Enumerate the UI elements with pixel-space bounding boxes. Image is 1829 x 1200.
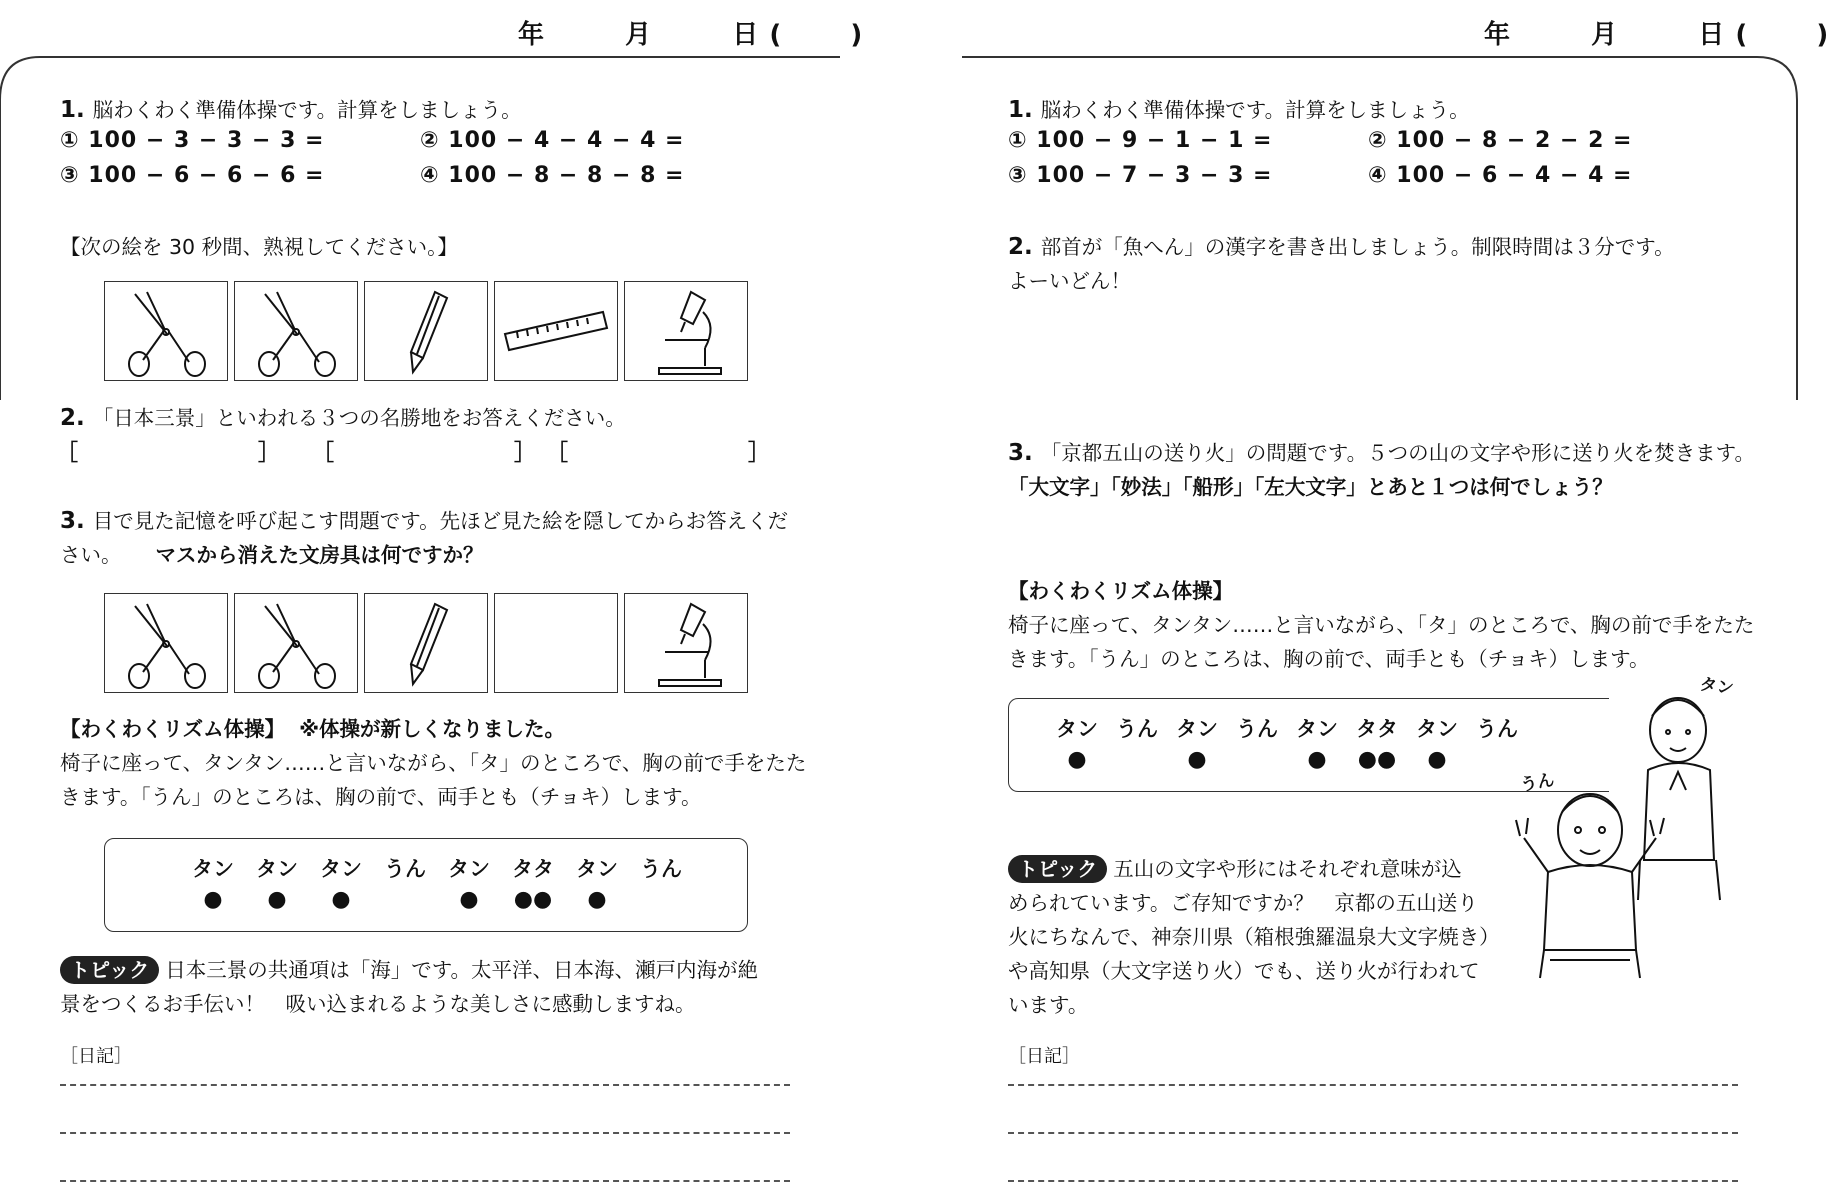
speech-label-un: うん — [1518, 770, 1556, 796]
answer-bracket-open: ［ — [56, 441, 79, 466]
question-number: 1. — [1008, 97, 1033, 123]
clap-dot: ● — [1187, 747, 1207, 772]
left-q3-line2 — [60, 538, 484, 572]
diary-line — [60, 1132, 790, 1134]
picture-box — [624, 593, 748, 693]
left-topic — [60, 953, 758, 987]
clap-dot: ● — [267, 887, 287, 912]
rhythm-beat: タン — [576, 857, 618, 881]
diary-line — [1008, 1132, 1738, 1134]
rhythm-beat: うん — [1116, 717, 1158, 741]
ruler-icon — [495, 282, 617, 380]
question-text: 「京都五山の送り火」の問題です。５つの山の文字や形に送り火を焚きます。 — [1040, 441, 1755, 465]
topic-text: います。 — [1008, 993, 1089, 1017]
right-q1-heading — [1008, 93, 1470, 127]
right-q2-heading — [1008, 230, 1675, 264]
question-text-bold: 「大文字」「妙法」「船形」「左大文字」とあと１つは何でしょう？ — [1008, 475, 1613, 499]
date-month-label: 月 — [625, 20, 653, 50]
rhythm-beat: タン — [1416, 717, 1458, 741]
rhythm-beat: タタ — [1356, 717, 1398, 741]
section-title: 【わくわくリズム体操】 — [60, 717, 286, 741]
right-date-header — [1484, 14, 1829, 51]
date-close-paren: ) — [850, 20, 864, 50]
rhythm-beat: タン — [1176, 717, 1218, 741]
left-q1-heading — [60, 93, 522, 127]
microscope-icon — [625, 282, 747, 380]
picture-box — [234, 593, 358, 693]
picture-box — [624, 281, 748, 381]
answer-bracket-close: ］ — [258, 441, 281, 466]
clap-dot: ● — [1427, 747, 1447, 772]
question-text: よーいどん！ — [1008, 269, 1131, 293]
clap-dot: ● — [1067, 747, 1087, 772]
left-date-header — [518, 14, 863, 51]
question-number: 1. — [60, 97, 85, 123]
scissors-icon — [235, 594, 357, 692]
scissors-icon — [105, 594, 227, 692]
calc-item: ③ 100 − 7 − 3 − 3 = — [1008, 163, 1273, 188]
speech-label-tan: タン — [1698, 674, 1735, 700]
calc-item: ④ 100 − 6 − 4 − 4 = — [1368, 163, 1633, 188]
scissors-icon — [105, 282, 227, 380]
left-q2-heading — [60, 401, 626, 435]
picture-box — [104, 281, 228, 381]
question-text: 「日本三景」といわれる３つの名勝地をお答えください。 — [92, 406, 626, 430]
diary-label: ［日記］ — [1008, 1046, 1080, 1067]
section-note: ※体操が新しくなりました。 — [299, 717, 566, 741]
picture-box — [104, 593, 228, 693]
rhythm-description: 椅子に座って、タンタン……と言いながら、「タ」のところで、胸の前で手をたた — [60, 751, 807, 775]
rhythm-description: 椅子に座って、タンタン……と言いながら、「タ」のところで、胸の前で手をたた — [1008, 613, 1755, 637]
date-month-label: 月 — [1591, 20, 1619, 50]
question-number: 3. — [60, 508, 85, 534]
rhythm-beat: タタ — [512, 857, 554, 881]
picture-box — [364, 281, 488, 381]
rhythm-beat: タン — [192, 857, 234, 881]
question-text: 目で見た記憶を呼び起こす問題です。先ほど見た絵を隠してからお答えくだ — [92, 509, 789, 533]
date-day-label: 日 — [1698, 20, 1726, 50]
date-open-paren: ( — [1735, 20, 1749, 50]
seated-people-illustration — [1510, 660, 1750, 980]
question-number: 2. — [1008, 234, 1033, 260]
question-number: 3. — [1008, 440, 1033, 466]
right-q3-heading — [1008, 436, 1755, 470]
topic-text: 景をつくるお手伝い！ 吸い込まれるような美しさに感動しますね。 — [60, 992, 696, 1016]
clap-dot: ● — [203, 887, 223, 912]
picture-box — [494, 281, 618, 381]
calc-item: ② 100 − 4 − 4 − 4 = — [420, 128, 685, 153]
rhythm-beat: うん — [640, 857, 682, 881]
clap-dot: ●● — [513, 887, 553, 912]
question-text: さい。 — [60, 543, 122, 567]
date-close-paren: ) — [1816, 20, 1829, 50]
rhythm-beat: うん — [1236, 717, 1278, 741]
observe-instruction: 【次の絵を 30 秒間、熟視してください。】 — [60, 235, 458, 259]
rhythm-description: きます。「うん」のところは、胸の前で、両手とも（チョキ）します。 — [60, 785, 702, 809]
date-year-label: 年 — [1484, 20, 1512, 50]
calc-item: ② 100 − 8 − 2 − 2 = — [1368, 128, 1633, 153]
microscope-icon — [625, 594, 747, 692]
diary-label: ［日記］ — [60, 1046, 132, 1067]
clap-dot: ● — [1307, 747, 1327, 772]
left-rhythm-heading — [60, 712, 565, 746]
calc-item: ④ 100 − 8 − 8 − 8 = — [420, 163, 685, 188]
topic-text: 火にちなんで、神奈川県（箱根強羅温泉大文字焼き） — [1008, 925, 1500, 949]
topic-badge: トピック — [60, 956, 159, 984]
date-day-label: 日 — [732, 20, 760, 50]
rhythm-beat: タン — [320, 857, 362, 881]
topic-text: 五山の文字や形にはそれぞれ意味が込 — [1113, 857, 1462, 881]
calc-item: ③ 100 − 6 − 6 − 6 = — [60, 163, 325, 188]
question-number: 2. — [60, 405, 85, 431]
scissors-icon — [235, 282, 357, 380]
answer-bracket-open: ［ — [546, 441, 569, 466]
topic-text: や高知県（大文字送り火）でも、送り火が行われて — [1008, 959, 1480, 983]
picture-box — [364, 593, 488, 693]
section-title: 【わくわくリズム体操】 — [1008, 579, 1234, 603]
clap-dot: ● — [459, 887, 479, 912]
topic-text: められています。ご存知ですか？ 京都の五山送り — [1008, 891, 1478, 915]
diary-line — [60, 1180, 790, 1182]
clap-dot: ● — [331, 887, 351, 912]
pencil-icon — [365, 282, 487, 380]
rhythm-beat: うん — [384, 857, 426, 881]
right-topic — [1008, 852, 1462, 886]
rhythm-beat: タン — [1056, 717, 1098, 741]
calc-item: ① 100 − 9 − 1 − 1 = — [1008, 128, 1273, 153]
diary-line — [60, 1084, 790, 1086]
date-open-paren: ( — [769, 20, 783, 50]
calc-item: ① 100 − 3 − 3 − 3 = — [60, 128, 325, 153]
question-text: 脳わくわく準備体操です。計算をしましょう。 — [1040, 98, 1470, 122]
picture-box-empty — [494, 593, 618, 693]
topic-badge: トピック — [1008, 855, 1107, 883]
clap-dot: ● — [587, 887, 607, 912]
answer-bracket-close: ］ — [748, 441, 771, 466]
topic-text: 日本三景の共通項は「海」です。太平洋、日本海、瀬戸内海が絶 — [165, 958, 759, 982]
clap-dot: ●● — [1357, 747, 1397, 772]
diary-line — [1008, 1180, 1738, 1182]
date-year-label: 年 — [518, 20, 546, 50]
rhythm-beat: タン — [1296, 717, 1338, 741]
rhythm-description: きます。「うん」のところは、胸の前で、両手とも（チョキ）します。 — [1008, 647, 1650, 671]
left-q3-heading — [60, 504, 788, 538]
rhythm-beat: うん — [1476, 717, 1518, 741]
pencil-icon — [365, 594, 487, 692]
diary-line — [1008, 1084, 1738, 1086]
answer-bracket-open: ［ — [312, 441, 335, 466]
answer-bracket-close: ］ — [514, 441, 537, 466]
rhythm-beat: タン — [256, 857, 298, 881]
rhythm-beat: タン — [448, 857, 490, 881]
question-text-bold: マスから消えた文房具は何ですか？ — [155, 543, 484, 567]
rhythm-chart-box — [104, 838, 748, 932]
question-text: 部首が「魚へん」の漢字を書き出しましょう。制限時間は３分です。 — [1040, 235, 1675, 259]
picture-box — [234, 281, 358, 381]
question-text: 脳わくわく準備体操です。計算をしましょう。 — [92, 98, 522, 122]
